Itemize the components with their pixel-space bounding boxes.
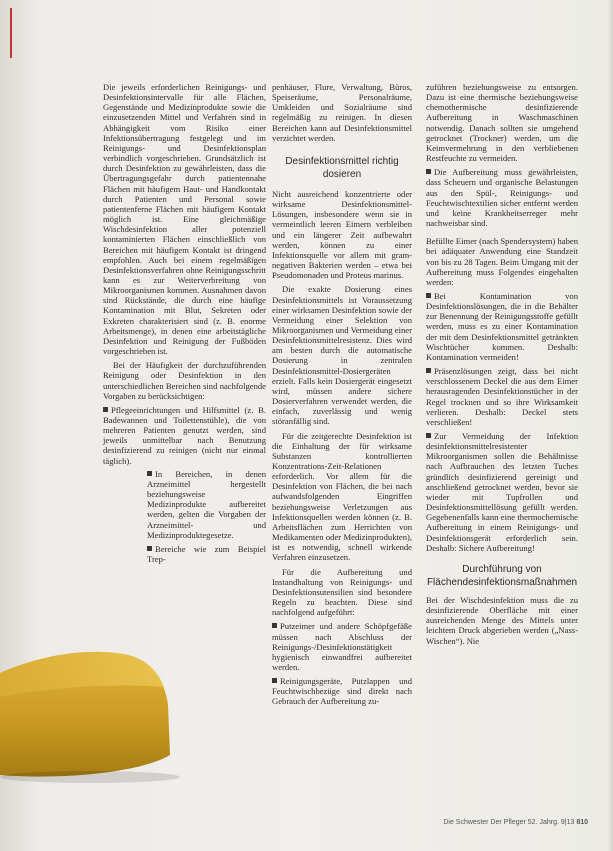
paragraph: Bei der Wischdesinfektion muss die zu desinfizierende Oberfläche mit einer ausreichenden Menge des Mittels unter leichtem Druck abgerieben werden („Nass-Wischen“). Nie <box>426 594 578 646</box>
bullet-square-icon <box>147 546 152 551</box>
column-3 <box>426 82 578 646</box>
paragraph: Befüllte Eimer (nach Spendersystem) haben bei adäquater Anwendung eine Standzeit von bis zu 28 Tagen. Beim Umgang mit der Aufbereitung muss Folgendes eingehalten werden: <box>426 236 578 287</box>
bullet-square-icon <box>426 169 431 174</box>
paragraph: Die jeweils erforderlichen Reinigungs- und Desinfektionsintervalle für alle Flächen, Gegenstände und Medizinprodukte sowie die einzusetzenden Mittel und Verfahren sind in Abhängigkeit vom Risiko einer Infektionsübertragung festgelegt und im Reinigungs- und Desinfektionsplan verbindlich vorgeschrieben. Grundsätzlich ist durch Desinfektion zu gewährleisten, dass die Übertragungsgefahr durch patientennahe Flächen mit häufigem Haut- und Handkontakt durch Patienten und Personal sowie patientenferne Flächen mit häufigem Kontakt möglich ist. Eine gleichmäßige Wischdesinfektion aller potenziell kontaminierten Flächen einschließlich von Bereichen mit häufigem Kontakt ist dringend empfohlen. Auch bei einem regelmäßigen Desinfektionsverfahren ohne Reinigungsschritt kann es zur Weiterverbreitung von Mikroorganismen kommen. Ausnahmen davon sind Rückstände, die durch eine häufige Kontamination mit Blut, Sekreten oder Exkreten charakterisiert sind (z. B. enorme Arbeitsmenge), in denen eine arbeitstägliche Desinfektion und Reinigung der Fußböden vorgeschrieben ist. <box>103 82 266 357</box>
inset-beside-image <box>147 469 266 564</box>
bullet-square-icon <box>147 471 152 476</box>
paragraph: penhäuser, Flure, Verwaltung, Büros, Speiseräume, Personalräume, Umkleiden und Sozialräume sind regelmäßig zu reinigen. In diesen Bereichen kann auf Desinfektionsmittel verzichtet werden. <box>272 82 412 143</box>
bullet-item: Die Aufbereitung muss gewährleisten, dass Scheuern und organische Belastungen aus den Spül-, Reinigungs- und Feuchtwischtextilien sicher entfernt werden und keine Krankheitserreger mehr nachweisbar sind. <box>426 167 578 229</box>
paragraph: Die exakte Dosierung eines Desinfektionsmittels ist Voraussetzung einer wirksamen Desinfektion sowie der Vermeidung einer Selektion von Mikroorganismen und Vermeidung einer Desinfektionsmittelresistenz. Dies wird am besten durch die automatische Dosierung in zentralen Desinfektionsmittel-Dosiergeräten erzielt. Falls kein Dosiergerät eingesetzt wird, müssen andere sichere Dosierverfahren verwendet werden, die einfach, zuverlässig und wenig störanfällig sind. <box>272 284 412 427</box>
paragraph: Bei der Häufigkeit der durchzuführenden Reinigung oder Desinfektion in den unterschiedlichen Bereichen sind nachfolgende Vorgaben zu berücksichtigen: <box>103 360 266 401</box>
paragraph: Für die Aufbereitung und Instandhaltung von Reinigungs- und Desinfektionsutensilien sind besondere Regeln zu beachten. Diese sind nachfolgend aufgeführt: <box>272 566 412 618</box>
bullet-square-icon <box>272 623 277 628</box>
sponge-image <box>0 625 180 785</box>
column-1 <box>103 82 266 564</box>
bullet-square-icon <box>103 407 108 412</box>
section-heading: Durchführung von Flächendesinfektionsmaßnahmen <box>426 563 578 588</box>
bullet-item: Zur Vermeidung der Infektion desinfektionsmittelresistenter Mikroorganismen sollen die Behältnisse nach Aufbrauchen des letzten Tuches gründlich desinfizierend gereinigt und anschließend getrocknet werden, bevor sie wieder mit Tupfrollen und Desinfektionsmittellösung gefüllt werden. Gegebenenfalls kann eine thermochemische Aufbereitung in einem Reinigungs- und Desinfektionsgerät erforderlich sein. Deshalb: Sichere Aufbereitung! <box>426 431 578 553</box>
bullet-item: Bei Kontamination von Desinfektionslösungen, die in die Behälter zur Benennung der Reinigungsstoffe gefüllt werden, muss es zu einer Kontamination der mit dem Desinfektionsmittel getränkten Wischtücher kommen. Deshalb: Kontamination vermeiden! <box>426 290 578 362</box>
bullet-square-icon <box>272 678 277 683</box>
bullet-item: Putzeimer und andere Schöpfgefäße müssen nach Abschluss der Reinigungs-/Desinfektionstätigkeit hygienisch einwandfrei aufbereitet werden. <box>272 621 412 672</box>
page-number: 810 <box>576 819 588 826</box>
bullet-item: Bereiche wie zum Beispiel Trep- <box>147 543 266 565</box>
bullet-item: Präsenzlösungen zeigt, dass bei nicht verschlossenem Deckel die aus dem Eimer herausragenden Desinfektionstücher in der Regel trocknen und so ihre Wirksamkeit verlieren. Deshalb: Deckel stets verschließen! <box>426 366 578 427</box>
bullet-item: Reinigungsgeräte, Putzlappen und Feuchtwischbezüge sind direkt nach Gebrauch der Aufbereitung zu- <box>272 676 412 707</box>
paragraph: Nicht ausreichend konzentrierte oder wirksame Desinfektionsmittel-Lösungen, insbesondere wenn sie in vermeintlich leeren Eimern verbleiben und ein längerer Zeit aufbewahrt werden, können zu einer Infektionsquelle vor allem mit gram-negativen Bakterien werden – etwa bei Pseudomonaden und Proteus marinus. <box>272 188 412 281</box>
bullet-square-icon <box>426 368 431 373</box>
bullet-item: In Bereichen, in denen Arzneimittel hergestellt beziehungsweise Medizinprodukte aufbereitet werden, gelten die Vorgaben der Arzneimittel- und Medizinproduktegesetze. <box>147 468 266 540</box>
paragraph: zuführen beziehungsweise zu entsorgen. Dazu ist eine thermische beziehungsweise chemothermische desinfizierende Aufbereitung in Waschmaschinen notwendig. Danach sollten sie umgehend getrocknet (Trockner) werden, um die Keimvermehrung in den verbliebenen Restfeuchte zu vermeiden. <box>426 82 578 164</box>
page-footer <box>438 819 588 826</box>
footer-publication: Die Schwester Der Pfleger 52. Jahrg. 9|13 <box>443 819 575 826</box>
page-edge-marker <box>10 8 12 58</box>
paragraph: Für die zeitgerechte Desinfektion ist die Einhaltung der für wirksame Substanzen kontrollierten Konzentrations-Zeit-Relationen erforderlich. Vor allem für die Desinfektion von Flächen, die bei nach aufwandsfolgenden Eingriffen beziehungsweise Verletzungen aus Infektionsquellen werden können (z. B. Arbeitsflächen zum Herrichten von Medikamenten oder Medizinprodukten), ist es notwendig, schnell wirkende Verfahren einzusetzen. <box>272 430 412 563</box>
bullet-item: Pflegeeinrichtungen und Hilfsmittel (z. B. Badewannen und Toilettenstühle), die von mehreren Patienten genutzt werden, sind jeweils unmittelbar nach Benutzung desinfizierend zu reinigen (nicht nur einmal täglich). <box>103 404 266 466</box>
page-spine-shadow <box>607 0 613 851</box>
bullet-square-icon <box>426 293 431 298</box>
bullet-square-icon <box>426 433 431 438</box>
section-heading: Desinfektionsmittel richtig dosieren <box>285 155 399 180</box>
column-2 <box>272 82 412 707</box>
